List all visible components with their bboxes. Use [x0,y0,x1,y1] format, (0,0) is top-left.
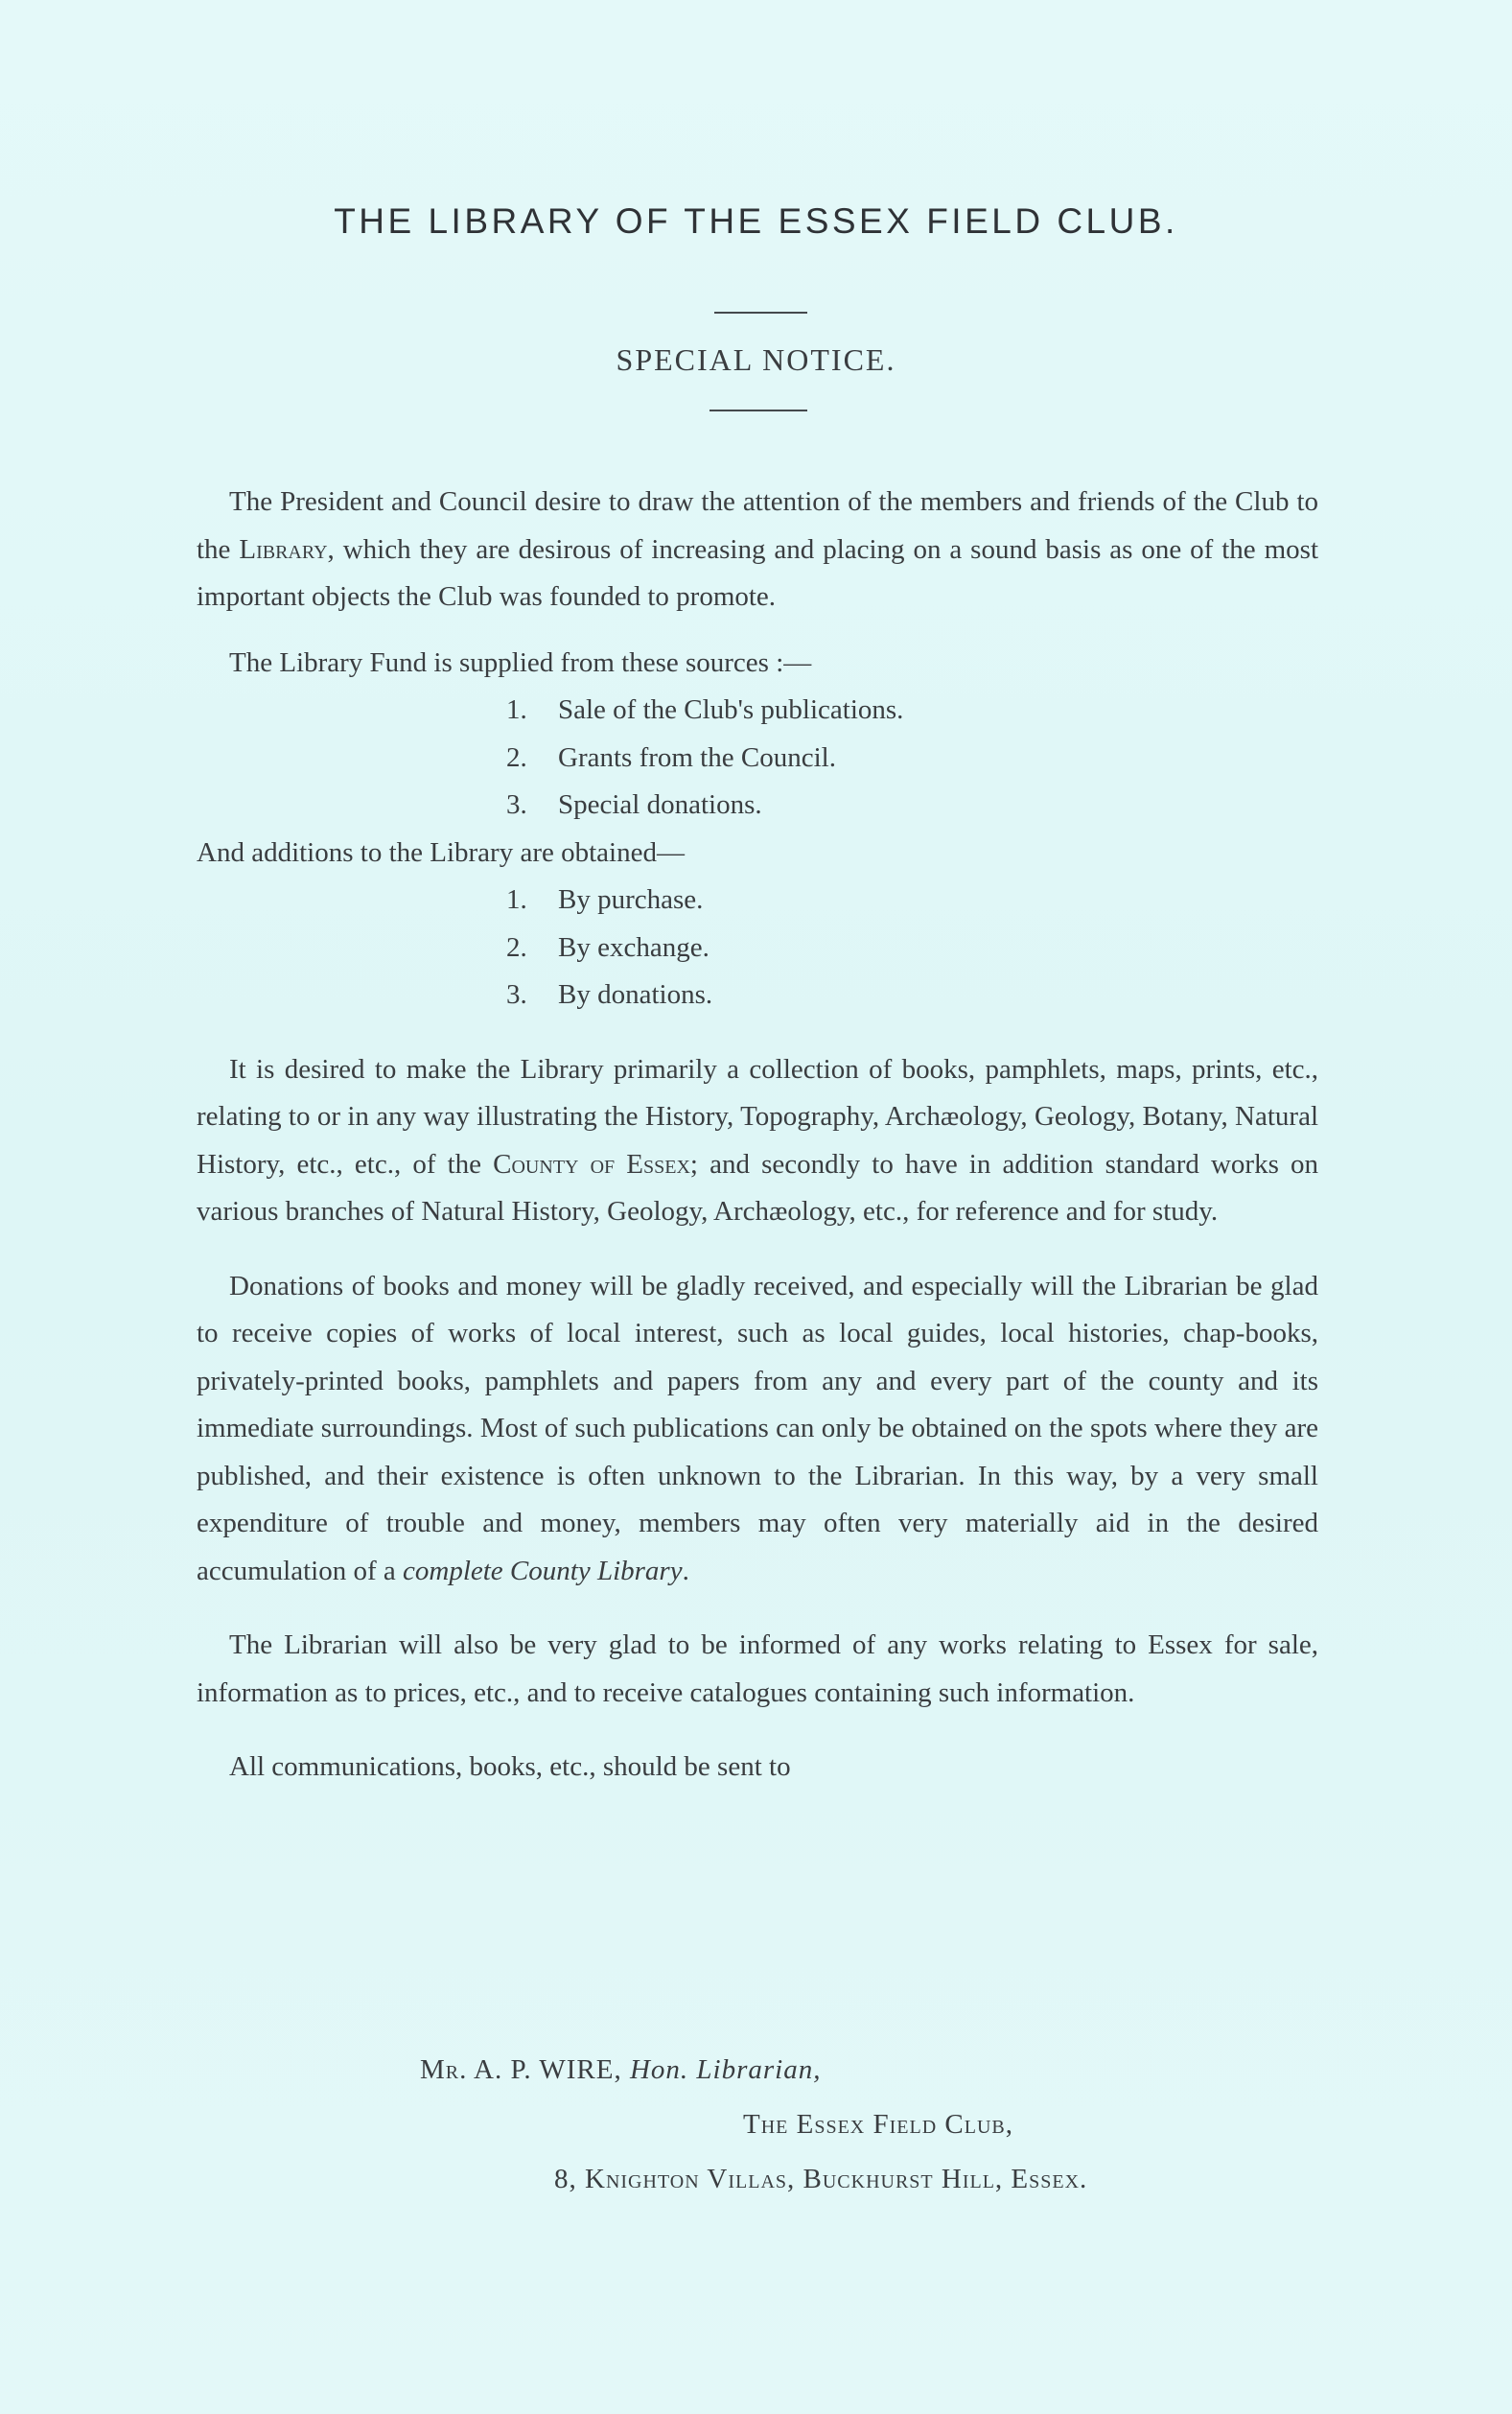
list-item [197,877,1318,925]
address-name-line [420,2054,1512,2086]
fund-lead: The Library Fund is supplied from these sources :— [229,646,812,678]
list-item [197,687,1318,735]
notice-subtitle: SPECIAL NOTICE. [616,342,896,377]
list-item-number: 2. [506,741,527,773]
list-item-number: 3. [506,789,527,820]
county-name: County of Essex [493,1148,690,1180]
intro-text-start: The President and Council desire to draw the attention of the members and friends of the Club to the [197,486,1318,565]
list-item [197,925,1318,973]
list-item-text: By donations. [558,979,713,1010]
donations-text-start: Donations of books and money will be gladly received, and especially will the Librarian be glad to receive copies of works of local interest, such as local guides, local histories, chap-books, privately-printed books, pamphlets and papers from any and every part of the county and its immediate surroundings. Most of such publications can only be obtained on the spots where they are published, and their existence is often unknown to the Librarian. In this way, by a very small expenditure of trouble and money, members may often very materially aid in the desired accumulation of a [197,1270,1318,1586]
address-club-line: The Essex Field Club, [743,2109,1014,2140]
complete-county-library: complete County Library [403,1555,683,1586]
list-item-text: By purchase. [558,884,704,915]
communications-paragraph: All communications, books, etc., should be sent to [229,1751,791,1782]
notice-body [197,479,1318,1792]
list-item-number: 1. [506,884,527,915]
collection-text-start: It is desired to make the Library primarily a collection of books, pamphlets, maps, prints, etc., relating to or in any way illustrating the History, Topography, Archæology, Geology, Botany, Natural History, etc., etc., of the [197,1053,1318,1180]
intro-paragraph [197,479,1318,621]
list-item-text: Grants from the Council. [558,741,836,773]
library-word: Library [239,533,328,565]
librarian-role: Hon. Librarian, [629,2054,822,2085]
collection-paragraph [197,1046,1318,1236]
list-item [197,735,1318,783]
title-divider-top [714,312,807,314]
donations-paragraph [197,1263,1318,1596]
intro-text-end: , which they are desirous of increasing and placing on a sound basis as one of the most important objects the Club was founded to promote. [197,533,1318,612]
title-divider-bottom [709,410,807,411]
list-item [197,972,1318,1020]
sale-paragraph: The Librarian will also be very glad to be informed of any works relating to Essex for sale, information as to prices, etc., and to receive catalogues containing such information. [197,1629,1318,1708]
list-item [197,782,1318,830]
fund-sources-list [197,687,1318,830]
list-item-text: Sale of the Club's publications. [558,694,904,725]
additions-lead: And additions to the Library are obtained— [197,836,685,868]
list-item-text: By exchange. [558,931,709,963]
list-item-number: 2. [506,931,527,963]
list-item-number: 3. [506,979,527,1010]
address-street-line: 8, Knighton Villas, Buckhurst Hill, Essex. [554,2164,1088,2194]
collection-text-end: ; and secondly to have in addition standard works on various branches of Natural History, Geology, Archæology, etc., for reference and for study. [197,1148,1318,1227]
librarian-name: Mr. A. P. WIRE, [420,2054,622,2085]
list-item-number: 1. [506,694,527,725]
donations-text-end: . [682,1555,689,1586]
page-title: THE LIBRARY OF THE ESSEX FIELD CLUB. [334,201,1178,241]
additions-list [197,877,1318,1020]
list-item-text: Special donations. [558,789,762,820]
